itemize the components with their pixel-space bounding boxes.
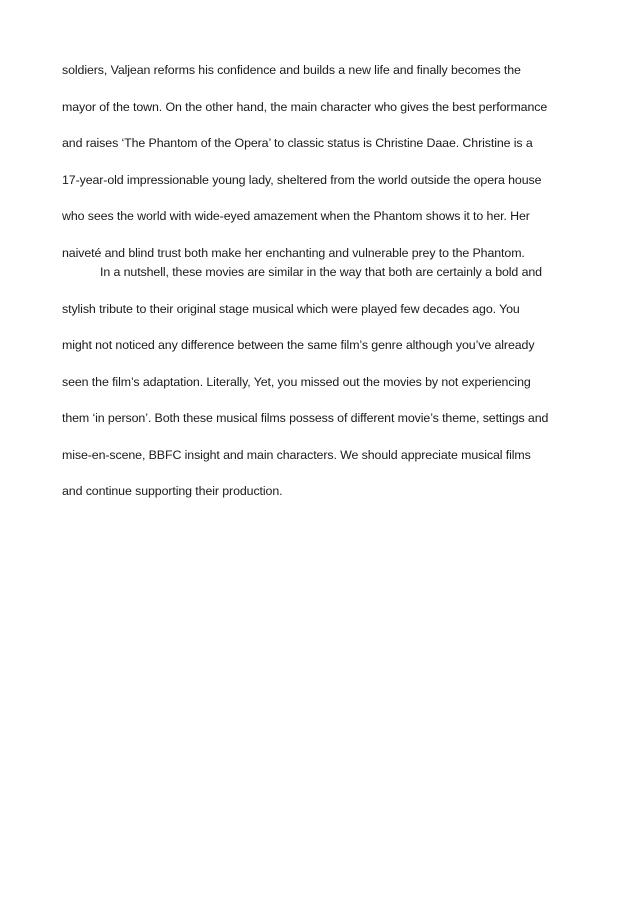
text-line: who sees the world with wide-eyed amazement when the Phantom shows it to her. Her [62, 209, 530, 223]
text-line: them ‘in person’. Both these musical films possess of different movie’s theme, settings and [62, 411, 549, 425]
text-line: and raises ‘The Phantom of the Opera’ to classic status is Christine Daae. Christine is a [62, 136, 533, 150]
text-line: seen the film’s adaptation. Literally, Yet, you missed out the movies by not experiencing [62, 374, 531, 389]
text-line: naiveté and blind trust both make her enchanting and vulnerable prey to the Phantom. [62, 245, 525, 260]
text-line: stylish tribute to their original stage musical which were played few decades ago. You [62, 301, 520, 316]
text-line: soldiers, Valjean reforms his confidence and builds a new life and finally becomes the [62, 63, 521, 77]
text-line: might not noticed any difference between the same film’s genre although you’ve already [62, 338, 535, 352]
text-line: mise-en-scene, BBFC insight and main characters. We should appreciate musical films [62, 447, 531, 462]
text-line: 17-year-old impressionable young lady, sheltered from the world outside the opera house [62, 172, 542, 187]
text-line: In a nutshell, these movies are similar in the way that both are certainly a bold and [100, 265, 542, 279]
paragraph-1 [62, 52, 580, 271]
text-line: mayor of the town. On the other hand, the main character who gives the best performance [62, 99, 548, 114]
text-line: and continue supporting their production. [62, 484, 283, 498]
paragraph-2 [62, 254, 580, 510]
